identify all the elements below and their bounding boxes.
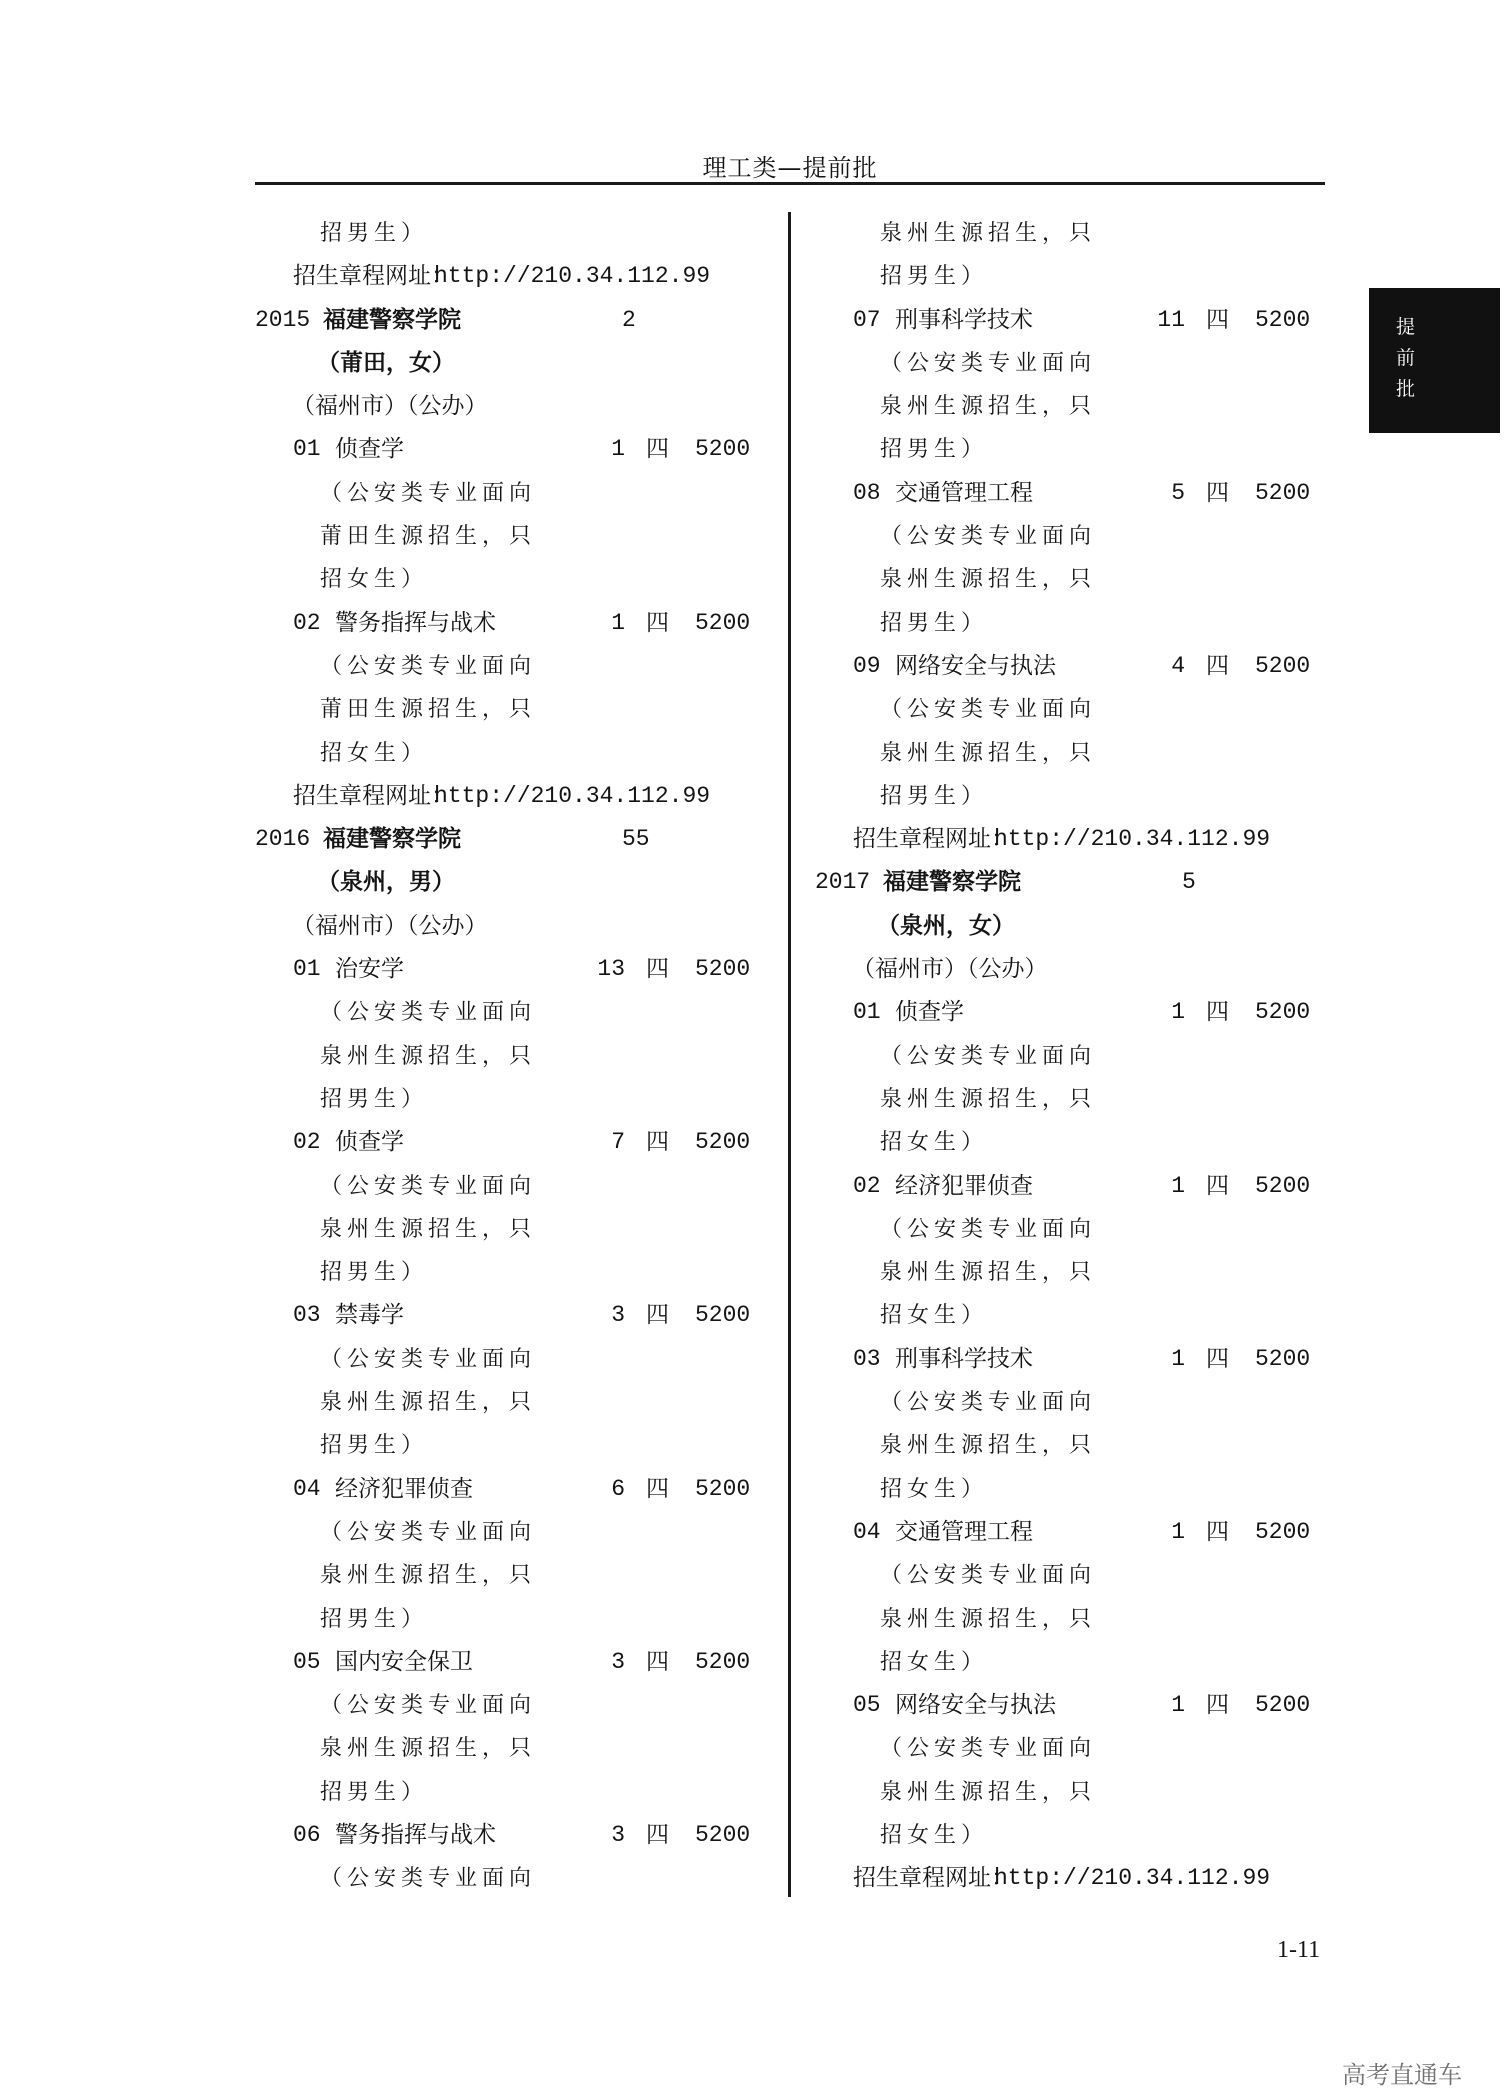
major-name: 禁毒学: [335, 1302, 404, 1329]
major-code: 05: [853, 1692, 881, 1719]
major-fee: 5200: [695, 436, 751, 463]
side-tab-char: 提: [1396, 316, 1416, 338]
major-count: 11: [1157, 306, 1185, 333]
major-years: 四: [1206, 999, 1229, 1026]
major-note: 泉州生源招生，只: [880, 221, 1097, 246]
entry-line-note: [255, 1771, 785, 1814]
major-note: 招男生）: [880, 264, 989, 290]
major-note: 泉州生源招生，只: [320, 1390, 537, 1416]
entry-line-note: [255, 732, 785, 775]
entry-line-school: [255, 299, 785, 342]
entry-line-school: [255, 818, 785, 861]
major-years: 四: [1206, 479, 1229, 506]
major-code: 03: [853, 1345, 881, 1372]
major-name: 国内安全保卫: [335, 1648, 473, 1675]
entry-line-major: [815, 1338, 1345, 1381]
entry-line-note: [815, 1381, 1345, 1424]
major-code: 02: [853, 1172, 881, 1199]
left-column: [255, 212, 785, 1901]
entry-line-note: [815, 1554, 1345, 1597]
major-count: 6: [611, 1475, 625, 1502]
major-fee: 5200: [695, 1475, 751, 1502]
major-name: 治安学: [335, 956, 404, 983]
major-note: 招男生）: [320, 1606, 429, 1632]
column-divider: [788, 212, 791, 1897]
entry-line-loc: [255, 385, 785, 428]
major-note: （公安类专业面向: [880, 524, 1097, 550]
major-note: 招男生）: [320, 1433, 429, 1459]
major-count: 1: [1171, 1692, 1185, 1719]
major-count: 1: [611, 609, 625, 636]
major-fee: 5200: [695, 956, 751, 983]
entry-line-note: [255, 1511, 785, 1554]
school-location: （福州市）（公办）: [852, 956, 1048, 983]
major-years: 四: [646, 1821, 669, 1848]
entry-line-note: [815, 1468, 1345, 1511]
major-name: 经济犯罪侦查: [335, 1475, 473, 1502]
entry-line-url: [815, 1857, 1345, 1900]
major-fee: 5200: [1255, 1172, 1311, 1199]
major-count: 3: [611, 1302, 625, 1329]
entry-line-note: [255, 212, 785, 255]
major-code: 07: [853, 306, 881, 333]
entry-line-note: [255, 1338, 785, 1381]
entry-line-note: [815, 1424, 1345, 1467]
entry-line-school: [815, 861, 1345, 904]
entry-line-sub: [815, 905, 1345, 948]
major-fee: 5200: [695, 1302, 751, 1329]
major-years: 四: [646, 436, 669, 463]
major-note: 泉州生源招生，只: [320, 1043, 537, 1069]
school-name: 福建警察学院: [323, 826, 461, 853]
school-code: 2016: [255, 826, 311, 853]
entry-line-note: [255, 1424, 785, 1467]
school-subtitle: （泉州，男）: [317, 869, 455, 896]
major-note: 招男生）: [320, 1086, 429, 1112]
major-years: 四: [1206, 1692, 1229, 1719]
entry-line-note: [255, 1208, 785, 1251]
major-years: 四: [646, 609, 669, 636]
admission-url-label: 招生章程网址：: [853, 1865, 1014, 1892]
major-name: 侦查学: [895, 999, 964, 1026]
major-years: 四: [1206, 1518, 1229, 1545]
major-fee: 5200: [1255, 1345, 1311, 1372]
entry-line-note: [815, 1598, 1345, 1641]
admission-url: http://210.34.112.99: [434, 782, 711, 809]
major-code: 08: [853, 479, 881, 506]
entry-line-major: [255, 1641, 785, 1684]
major-note: 招男生）: [880, 610, 989, 636]
major-note: 招男生）: [320, 1779, 429, 1805]
major-fee: 5200: [1255, 1692, 1311, 1719]
school-quota: 2: [622, 306, 636, 333]
entry-line-note: [255, 991, 785, 1034]
major-count: 13: [597, 956, 625, 983]
entry-line-note: [815, 342, 1345, 385]
school-name: 福建警察学院: [883, 869, 1021, 896]
entry-line-major: [815, 1511, 1345, 1554]
entry-line-note: [815, 775, 1345, 818]
major-count: 1: [1171, 1345, 1185, 1372]
entry-line-note: [815, 732, 1345, 775]
entry-line-note: [815, 255, 1345, 298]
major-note: 招女生）: [320, 567, 429, 593]
major-fee: 5200: [695, 1821, 751, 1848]
major-note: 招男生）: [320, 221, 429, 246]
entry-line-url: [255, 255, 785, 298]
entry-line-major: [255, 428, 785, 471]
major-note: 招男生）: [880, 437, 989, 463]
major-years: 四: [646, 1648, 669, 1675]
entry-line-note: [255, 558, 785, 601]
entry-line-note: [815, 1727, 1345, 1770]
major-note: 招女生）: [320, 740, 429, 766]
major-fee: 5200: [1255, 306, 1311, 333]
major-note: 泉州生源招生，只: [880, 394, 1097, 420]
school-subtitle: （莆田，女）: [317, 349, 455, 376]
major-note: （公安类专业面向: [320, 1693, 537, 1719]
major-years: 四: [1206, 306, 1229, 333]
entry-line-note: [815, 428, 1345, 471]
major-years: 四: [1206, 652, 1229, 679]
admission-url: http://210.34.112.99: [994, 1865, 1271, 1892]
major-code: 05: [293, 1648, 321, 1675]
major-note: （公安类专业面向: [320, 480, 537, 506]
major-note: （公安类专业面向: [880, 1563, 1097, 1589]
major-count: 4: [1171, 652, 1185, 679]
admission-url-label: 招生章程网址：: [853, 826, 1014, 853]
major-note: 招男生）: [880, 783, 989, 809]
major-name: 侦查学: [335, 436, 404, 463]
major-fee: 5200: [695, 1648, 751, 1675]
major-note: 莆田生源招生，只: [320, 524, 537, 550]
major-fee: 5200: [1255, 652, 1311, 679]
entry-line-major: [815, 1684, 1345, 1727]
major-note: （公安类专业面向: [880, 1216, 1097, 1242]
entry-line-sub: [255, 342, 785, 385]
major-note: 泉州生源招生，只: [880, 1779, 1097, 1805]
entry-line-note: [815, 1641, 1345, 1684]
major-code: 04: [853, 1518, 881, 1545]
major-count: 1: [1171, 999, 1185, 1026]
page-number: 1-11: [1277, 1937, 1321, 1963]
school-location: （福州市）（公办）: [292, 393, 488, 420]
entry-line-note: [255, 1857, 785, 1900]
major-code: 09: [853, 652, 881, 679]
major-note: 泉州生源招生，只: [880, 740, 1097, 766]
entry-line-note: [255, 1598, 785, 1641]
major-code: 01: [293, 436, 321, 463]
major-name: 网络安全与执法: [895, 652, 1056, 679]
side-tab-char: 前: [1396, 347, 1416, 369]
header-rule: [255, 182, 1325, 185]
major-years: 四: [646, 1475, 669, 1502]
school-subtitle: （泉州，女）: [877, 912, 1015, 939]
major-note: 泉州生源招生，只: [320, 1563, 537, 1589]
entry-line-note: [255, 1727, 785, 1770]
major-note: 招女生）: [880, 1303, 989, 1329]
entry-line-note: [815, 1208, 1345, 1251]
major-name: 侦查学: [335, 1129, 404, 1156]
major-note: （公安类专业面向: [320, 1346, 537, 1372]
entry-line-note: [815, 1251, 1345, 1294]
major-years: 四: [646, 1129, 669, 1156]
entry-line-sub: [255, 861, 785, 904]
entry-line-major: [255, 602, 785, 645]
major-fee: 5200: [695, 1129, 751, 1156]
major-code: 03: [293, 1302, 321, 1329]
entry-line-note: [815, 1078, 1345, 1121]
entry-line-note: [815, 515, 1345, 558]
major-note: 泉州生源招生，只: [880, 1606, 1097, 1632]
entry-line-url: [255, 775, 785, 818]
entry-line-note: [255, 515, 785, 558]
major-note: 招男生）: [320, 1260, 429, 1286]
major-note: 莆田生源招生，只: [320, 697, 537, 723]
major-name: 交通管理工程: [895, 479, 1033, 506]
major-name: 警务指挥与战术: [335, 1821, 496, 1848]
entry-line-major: [255, 948, 785, 991]
major-code: 02: [293, 1129, 321, 1156]
entry-line-major: [255, 1294, 785, 1337]
major-name: 刑事科学技术: [895, 306, 1033, 333]
major-count: 1: [611, 436, 625, 463]
entry-line-loc: [815, 948, 1345, 991]
major-note: （公安类专业面向: [880, 1043, 1097, 1069]
major-note: （公安类专业面向: [880, 350, 1097, 376]
watermark: 高考直通车: [1342, 2061, 1462, 2089]
major-note: 招女生）: [880, 1130, 989, 1156]
major-note: 泉州生源招生，只: [880, 1086, 1097, 1112]
major-code: 06: [293, 1821, 321, 1848]
school-code: 2017: [815, 869, 871, 896]
entry-line-note: [815, 1771, 1345, 1814]
major-note: 招女生）: [880, 1476, 989, 1502]
entry-line-note: [815, 1121, 1345, 1164]
admission-url-label: 招生章程网址：: [293, 782, 454, 809]
entry-line-major: [815, 991, 1345, 1034]
section-side-tab: [1369, 288, 1500, 433]
entry-line-loc: [255, 905, 785, 948]
entry-line-note: [255, 1251, 785, 1294]
major-note: （公安类专业面向: [880, 1736, 1097, 1762]
school-quota: 5: [1182, 869, 1196, 896]
entry-line-major: [255, 1121, 785, 1164]
entry-line-note: [255, 1554, 785, 1597]
major-count: 3: [611, 1648, 625, 1675]
major-note: （公安类专业面向: [320, 1519, 537, 1545]
side-tab-char: 批: [1396, 378, 1416, 400]
major-note: （公安类专业面向: [880, 697, 1097, 723]
major-name: 警务指挥与战术: [335, 609, 496, 636]
entry-line-note: [815, 212, 1345, 255]
admission-url: http://210.34.112.99: [994, 826, 1271, 853]
major-name: 网络安全与执法: [895, 1692, 1056, 1719]
entry-line-note: [255, 1381, 785, 1424]
major-years: 四: [1206, 1345, 1229, 1372]
major-code: 01: [293, 956, 321, 983]
entry-line-note: [255, 472, 785, 515]
entry-line-url: [815, 818, 1345, 861]
entry-line-note: [815, 1035, 1345, 1078]
major-years: 四: [1206, 1172, 1229, 1199]
major-fee: 5200: [1255, 1518, 1311, 1545]
page-header-title: 理工类—提前批: [702, 154, 878, 182]
major-name: 交通管理工程: [895, 1518, 1033, 1545]
major-years: 四: [646, 1302, 669, 1329]
major-code: 04: [293, 1475, 321, 1502]
entry-line-note: [255, 1035, 785, 1078]
major-count: 5: [1171, 479, 1185, 506]
major-fee: 5200: [1255, 999, 1311, 1026]
admission-url-label: 招生章程网址：: [293, 263, 454, 290]
school-code: 2015: [255, 306, 311, 333]
major-count: 1: [1171, 1518, 1185, 1545]
major-count: 7: [611, 1129, 625, 1156]
entry-line-note: [255, 688, 785, 731]
school-location: （福州市）（公办）: [292, 912, 488, 939]
admission-url: http://210.34.112.99: [434, 263, 711, 290]
entry-line-note: [255, 645, 785, 688]
major-note: 泉州生源招生，只: [320, 1736, 537, 1762]
major-name: 经济犯罪侦查: [895, 1172, 1033, 1199]
entry-line-note: [815, 1814, 1345, 1857]
major-fee: 5200: [1255, 479, 1311, 506]
major-note: （公安类专业面向: [320, 1173, 537, 1199]
major-note: 泉州生源招生，只: [880, 567, 1097, 593]
entry-line-note: [815, 602, 1345, 645]
major-note: 泉州生源招生，只: [880, 1433, 1097, 1459]
entry-line-major: [815, 472, 1345, 515]
entry-line-major: [815, 645, 1345, 688]
major-note: （公安类专业面向: [320, 1000, 537, 1026]
major-count: 1: [1171, 1172, 1185, 1199]
major-code: 02: [293, 609, 321, 636]
major-note: （公安类专业面向: [320, 1866, 537, 1892]
major-note: （公安类专业面向: [320, 653, 537, 679]
major-note: 招女生）: [880, 1649, 989, 1675]
entry-line-note: [815, 688, 1345, 731]
major-note: 泉州生源招生，只: [320, 1216, 537, 1242]
entry-line-note: [815, 1294, 1345, 1337]
right-column: [815, 212, 1345, 1901]
major-years: 四: [646, 956, 669, 983]
major-fee: 5200: [695, 609, 751, 636]
major-note: （公安类专业面向: [880, 1390, 1097, 1416]
major-note: 招女生）: [880, 1822, 989, 1848]
entry-line-note: [815, 558, 1345, 601]
entry-line-major: [255, 1814, 785, 1857]
entry-line-note: [815, 385, 1345, 428]
school-quota: 55: [622, 826, 650, 853]
major-name: 刑事科学技术: [895, 1345, 1033, 1372]
entry-line-note: [255, 1165, 785, 1208]
entry-line-note: [255, 1684, 785, 1727]
major-note: 泉州生源招生，只: [880, 1260, 1097, 1286]
entry-line-major: [255, 1468, 785, 1511]
entry-line-major: [815, 299, 1345, 342]
major-count: 3: [611, 1821, 625, 1848]
entry-line-major: [815, 1165, 1345, 1208]
school-name: 福建警察学院: [323, 306, 461, 333]
entry-line-note: [255, 1078, 785, 1121]
major-code: 01: [853, 999, 881, 1026]
